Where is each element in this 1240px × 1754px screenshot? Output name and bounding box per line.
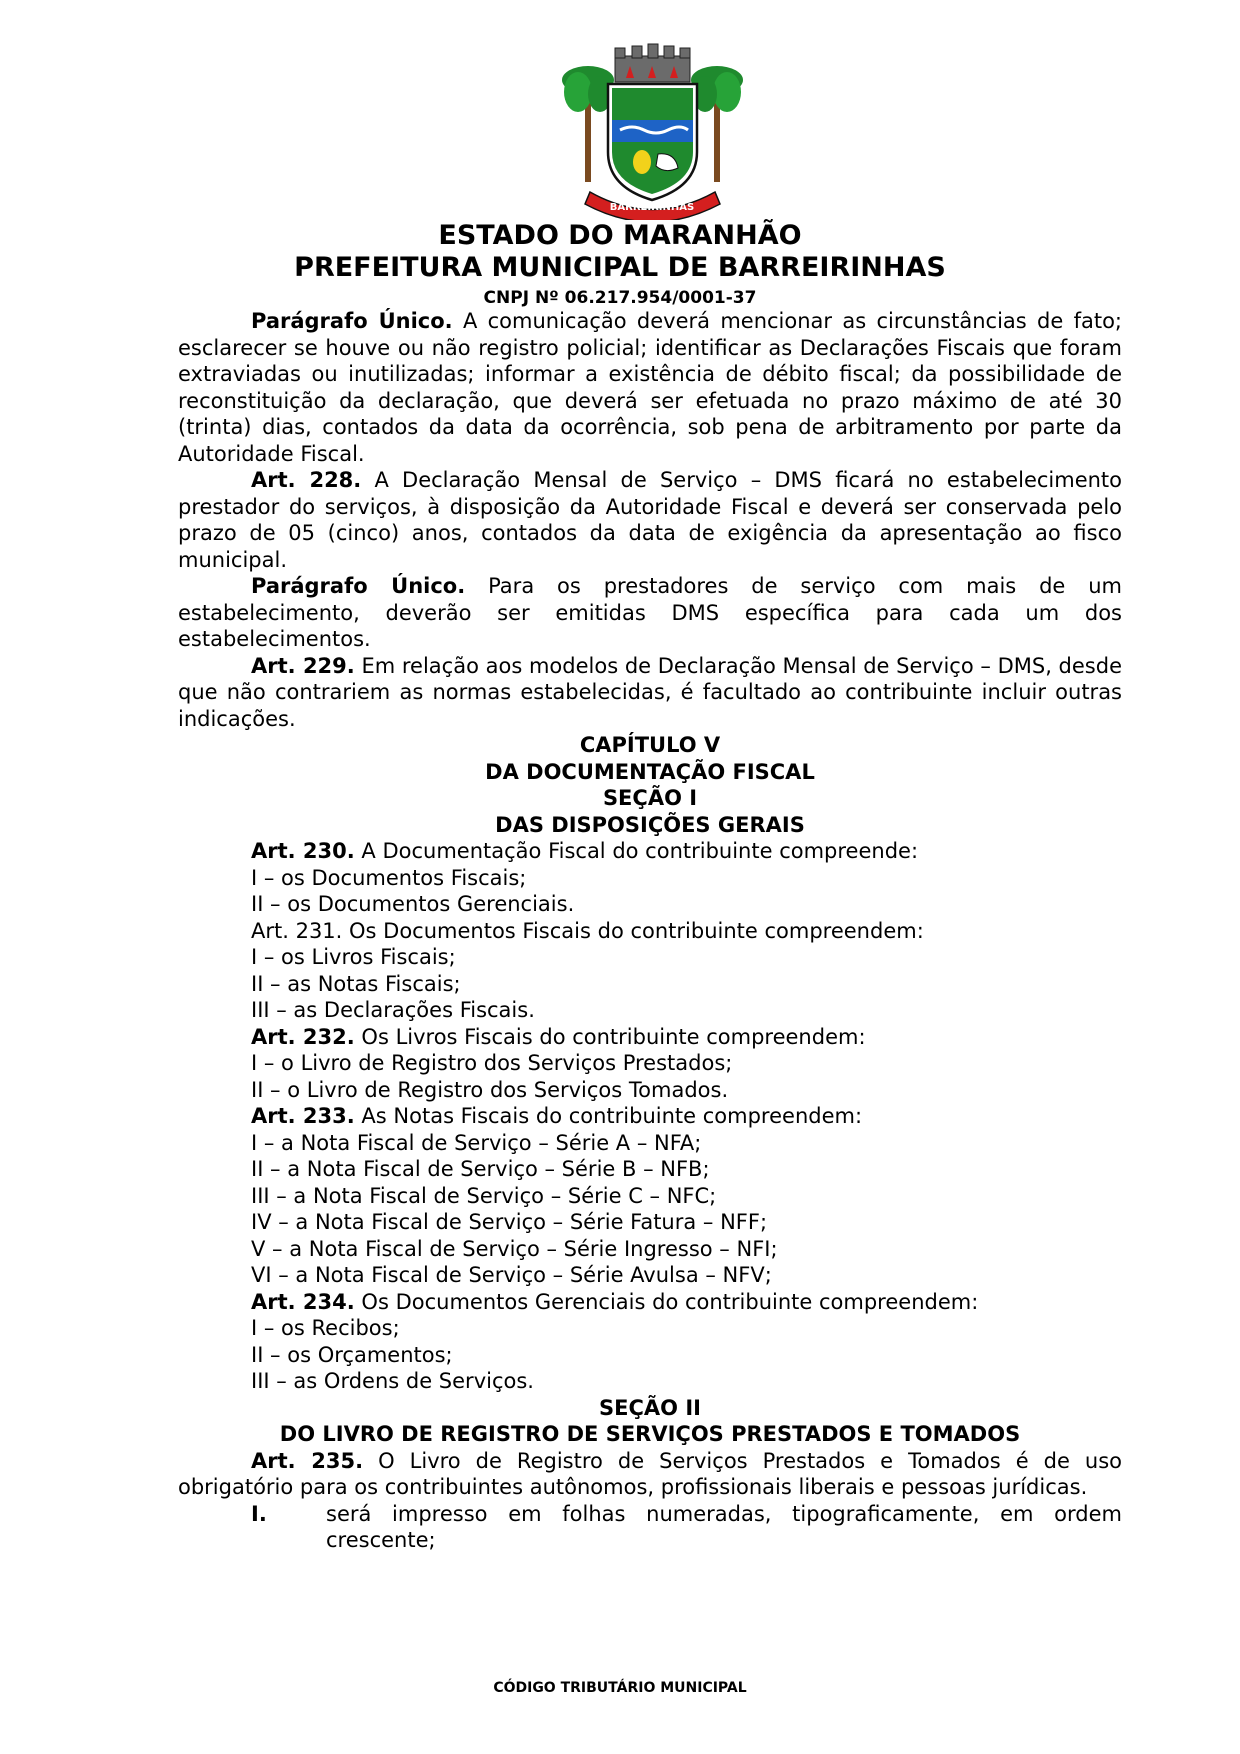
item-number: I. [251, 1501, 267, 1526]
crest-banner-text: BARREIRINHAS [609, 202, 695, 213]
list-item: III – a Nota Fiscal de Serviço – Série C – NFC; [251, 1183, 717, 1208]
list-item: II – os Orçamentos; [251, 1342, 453, 1367]
article-228 [178, 467, 1122, 573]
list-item: I – os Documentos Fiscais; [251, 865, 527, 890]
list-item: III – as Declarações Fiscais. [251, 998, 535, 1022]
list-item: I – os Recibos; [251, 1316, 400, 1340]
list-item: I – os Livros Fiscais; [251, 945, 456, 969]
article-text: Em relação aos modelos de Declaração Mensal de Serviço – DMS, desde que não contrariem as normas estabelecidas, é facultado ao contribuinte incluir outras indicações. [178, 653, 1122, 731]
cnpj-line: CNPJ Nº 06.217.954/0001-37 [483, 288, 757, 308]
paragraph-unico-1 [178, 308, 1122, 467]
article-229 [178, 653, 1122, 733]
article-label: Art. 234. [251, 1289, 355, 1314]
list-item: II – os Documentos Gerenciais. [251, 892, 575, 916]
section-title: DO LIVRO DE REGISTRO DE SERVIÇOS PRESTADOS E TOMADOS [279, 1422, 1021, 1446]
paragraph-text: Para os prestadores de serviço com mais de um estabelecimento, deverão ser emitidas DMS específica para cada um dos estabelecimentos. [178, 574, 1122, 651]
page-footer: CÓDIGO TRIBUTÁRIO MUNICIPAL [493, 1680, 747, 1696]
item-text: será impresso em folhas numeradas, tipograficamente, em ordem crescente; [326, 1501, 1122, 1552]
list-item: II – o Livro de Registro dos Serviços Tomados. [251, 1077, 729, 1102]
palm-tree-right-icon [691, 66, 743, 182]
list-item: V – a Nota Fiscal de Serviço – Série Ingresso – NFI; [251, 1236, 778, 1261]
palm-tree-left-icon [562, 66, 614, 182]
mural-crown-icon [615, 44, 690, 82]
article-text: O Livro de Registro de Serviços Prestados e Tomados é de uso obrigatório para os contribuintes autônomos, profissionais liberais e pessoas jurídicas. [178, 1448, 1122, 1499]
list-item: II – a Nota Fiscal de Serviço – Série B – NFB; [251, 1157, 710, 1181]
article-text: A Declaração Mensal de Serviço – DMS ficará no estabelecimento prestador do serviços, à disposição da Autoridade Fiscal e deverá ser conservada pelo prazo de 05 (cinco) anos, contados da data de exigência da apresentação ao fisco municipal. [178, 468, 1123, 572]
shield-icon [608, 84, 697, 200]
article-text: Os Livros Fiscais do contribuinte compreendem: [354, 1024, 866, 1049]
article-label: Art. 235. [251, 1448, 364, 1473]
article-text: As Notas Fiscais do contribuinte compreendem: [354, 1104, 863, 1128]
article-235 [178, 1448, 1122, 1501]
paragraph-text: A comunicação deverá mencionar as circunstâncias de fato; esclarecer se houve ou não registro policial; identificar as Declarações Fiscais que foram extraviadas ou inutilizadas; informar a existência de débito fiscal; da possibilidade de reconstituição da declaração, que deverá ser efetuada no prazo máximo de até 30 (trinta) dias, contados da data da ocorrência, sob pena de arbitramento por parte da Autoridade Fiscal. [178, 309, 1122, 466]
paragraph-label: Parágrafo Único. [251, 574, 466, 598]
article-231: Art. 231. Os Documentos Fiscais do contribuinte compreendem: [251, 918, 924, 943]
list-item: II – as Notas Fiscais; [251, 971, 461, 996]
list-item: III – as Ordens de Serviços. [251, 1369, 534, 1393]
article-230 [178, 838, 1122, 865]
article-text: Os Documentos Gerenciais do contribuinte compreendem: [354, 1289, 979, 1314]
article-label: Art. 230. [251, 839, 355, 863]
article-label: Art. 228. [251, 468, 362, 492]
section-heading: SEÇÃO I [602, 786, 698, 810]
section-title: DAS DISPOSIÇÕES GERAIS [495, 812, 805, 837]
list-item: I – a Nota Fiscal de Serviço – Série A – NFA; [251, 1130, 702, 1155]
document-body [178, 308, 1122, 1554]
list-item: IV – a Nota Fiscal de Serviço – Série Fatura – NFF; [251, 1210, 768, 1234]
article-label: Art. 232. [251, 1024, 355, 1049]
article-232 [178, 1024, 1122, 1051]
state-title: ESTADO DO MARANHÃO [438, 220, 802, 251]
municipal-coat-of-arms [560, 42, 745, 220]
article-234 [178, 1289, 1122, 1316]
list-item [178, 1501, 1122, 1554]
article-label: Art. 233. [251, 1104, 355, 1128]
list-item: I – o Livro de Registro dos Serviços Prestados; [251, 1051, 733, 1075]
list-item: VI – a Nota Fiscal de Serviço – Série Avulsa – NFV; [251, 1263, 772, 1287]
section-heading: SEÇÃO II [599, 1395, 701, 1420]
paragraph-unico-2 [178, 573, 1122, 653]
chapter-title: DA DOCUMENTAÇÃO FISCAL [485, 759, 815, 784]
prefecture-title: PREFEITURA MUNICIPAL DE BARREIRINHAS [294, 252, 946, 283]
article-233 [178, 1103, 1122, 1130]
paragraph-label: Parágrafo Único. [251, 309, 453, 333]
article-label: Art. 229. [251, 653, 355, 678]
chapter-heading: CAPÍTULO V [579, 733, 721, 757]
article-text: A Documentação Fiscal do contribuinte compreende: [354, 839, 919, 863]
